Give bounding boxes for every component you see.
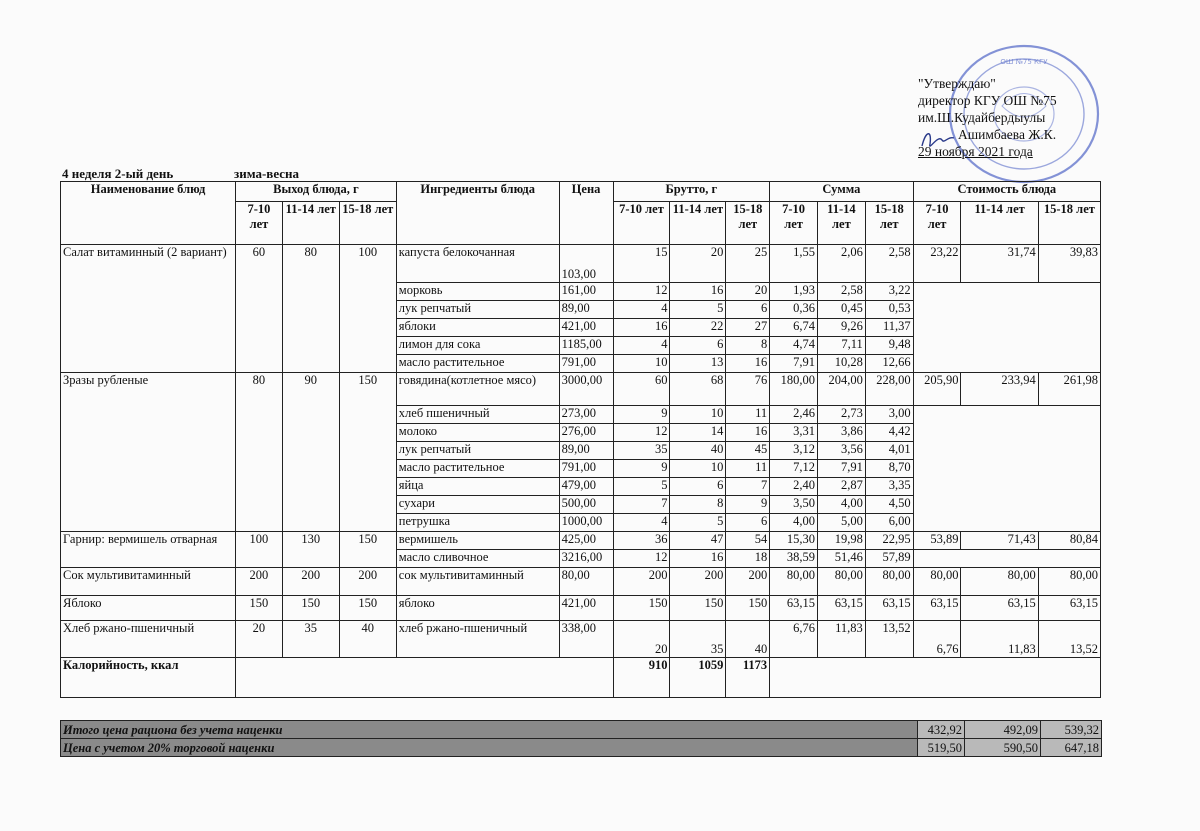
- cost-value: 63,15: [1038, 596, 1100, 621]
- gross-value: 47: [670, 532, 726, 550]
- ingredient-price: 479,00: [559, 478, 613, 496]
- cost-value: 80,00: [1038, 568, 1100, 596]
- cost-value: 6,76: [913, 621, 961, 658]
- sum-value: 4,00: [818, 496, 866, 514]
- dish-name: Зразы рубленые: [61, 373, 236, 532]
- sum-value: 204,00: [818, 373, 866, 406]
- totals-table: [60, 720, 1102, 757]
- gross-value: 10: [613, 355, 670, 373]
- ingredient-price: 425,00: [559, 532, 613, 550]
- cost-value: 53,89: [913, 532, 961, 550]
- col-gross-age2: 11-14 лет: [670, 202, 726, 245]
- total-value: 590,50: [965, 739, 1041, 757]
- ingredient-name: лимон для сока: [396, 337, 559, 355]
- gross-value: 11: [726, 406, 770, 424]
- cost-value: 13,52: [1038, 621, 1100, 658]
- gross-value: 5: [670, 301, 726, 319]
- cost-value: 11,83: [961, 621, 1038, 658]
- sum-value: 2,06: [818, 245, 866, 283]
- sum-value: 15,30: [770, 532, 818, 550]
- approval-date: 29 ноября 2021 года: [918, 144, 1033, 159]
- sum-value: 12,66: [865, 355, 913, 373]
- ingredient-name: лук репчатый: [396, 442, 559, 460]
- sum-value: 4,74: [770, 337, 818, 355]
- dish-name: Сок мультивитаминный: [61, 568, 236, 596]
- ingredient-price: 89,00: [559, 442, 613, 460]
- cost-value: 71,43: [961, 532, 1038, 550]
- ingredient-price: 500,00: [559, 496, 613, 514]
- dish-output: 200: [236, 568, 283, 596]
- sum-value: 1,93: [770, 283, 818, 301]
- sum-value: 3,50: [770, 496, 818, 514]
- empty-cost-cell: [913, 550, 1100, 568]
- gross-value: 11: [726, 460, 770, 478]
- gross-value: 13: [670, 355, 726, 373]
- dish-name: Хлеб ржано-пшеничный: [61, 621, 236, 658]
- ingredient-price: 1185,00: [559, 337, 613, 355]
- gross-value: 7: [613, 496, 670, 514]
- gross-value: 45: [726, 442, 770, 460]
- dish-output: 150: [339, 596, 396, 621]
- ingredient-price: 103,00: [559, 245, 613, 283]
- sum-value: 3,31: [770, 424, 818, 442]
- ingredient-price: 3000,00: [559, 373, 613, 406]
- approval-position: директор КГУ ОШ №75: [918, 93, 1057, 108]
- sum-value: 3,00: [865, 406, 913, 424]
- sum-value: 4,00: [770, 514, 818, 532]
- ingredient-name: хлеб пшеничный: [396, 406, 559, 424]
- gross-value: 16: [613, 319, 670, 337]
- ingredient-name: сок мультивитаминный: [396, 568, 559, 596]
- sum-value: 3,22: [865, 283, 913, 301]
- dish-output: 100: [339, 245, 396, 373]
- gross-value: 60: [613, 373, 670, 406]
- gross-value: 14: [670, 424, 726, 442]
- col-output-age2: 11-14 лет: [282, 202, 339, 245]
- sum-value: 2,58: [865, 245, 913, 283]
- sum-value: 0,45: [818, 301, 866, 319]
- total-value: 519,50: [918, 739, 965, 757]
- ingredient-name: молоко: [396, 424, 559, 442]
- sum-value: 38,59: [770, 550, 818, 568]
- gross-value: 9: [726, 496, 770, 514]
- table-row: [61, 568, 1101, 596]
- gross-value: 4: [613, 301, 670, 319]
- cost-value: 80,84: [1038, 532, 1100, 550]
- sum-value: 2,87: [818, 478, 866, 496]
- gross-value: 16: [670, 283, 726, 301]
- empty-cell: [236, 658, 613, 698]
- calories-row: [61, 658, 1101, 698]
- gross-value: 76: [726, 373, 770, 406]
- dish-output: 40: [339, 621, 396, 658]
- table-row: [61, 532, 1101, 550]
- gross-value: 10: [670, 406, 726, 424]
- sum-value: 4,50: [865, 496, 913, 514]
- ingredient-name: масло сливочное: [396, 550, 559, 568]
- sum-value: 180,00: [770, 373, 818, 406]
- col-cost-age1: 7-10 лет: [913, 202, 961, 245]
- ingredient-name: говядина(котлетное мясо): [396, 373, 559, 406]
- col-sum-age2: 11-14 лет: [818, 202, 866, 245]
- gross-value: 16: [670, 550, 726, 568]
- sum-value: 1,55: [770, 245, 818, 283]
- sum-value: 7,12: [770, 460, 818, 478]
- total-label: Цена с учетом 20% торговой наценки: [61, 739, 918, 757]
- sum-value: 3,35: [865, 478, 913, 496]
- col-sum: Сумма: [770, 182, 913, 202]
- col-output-age1: 7-10 лет: [236, 202, 283, 245]
- empty-cell: [770, 658, 1101, 698]
- sum-value: 3,56: [818, 442, 866, 460]
- dish-output: 80: [236, 373, 283, 532]
- gross-value: 12: [613, 283, 670, 301]
- ingredient-price: 276,00: [559, 424, 613, 442]
- dish-output: 60: [236, 245, 283, 373]
- total-value: 492,09: [965, 721, 1041, 739]
- sum-value: 2,46: [770, 406, 818, 424]
- sum-value: 11,37: [865, 319, 913, 337]
- col-gross: Брутто, г: [613, 182, 770, 202]
- ingredient-name: вермишель: [396, 532, 559, 550]
- table-row: [61, 596, 1101, 621]
- sum-value: 5,00: [818, 514, 866, 532]
- gross-value: 150: [613, 596, 670, 621]
- ingredient-name: масло растительное: [396, 460, 559, 478]
- ingredient-price: 273,00: [559, 406, 613, 424]
- cost-value: 23,22: [913, 245, 961, 283]
- sum-value: 3,86: [818, 424, 866, 442]
- cost-value: 80,00: [961, 568, 1038, 596]
- sum-value: 63,15: [818, 596, 866, 621]
- col-output-age3: 15-18 лет: [339, 202, 396, 245]
- gross-value: 8: [726, 337, 770, 355]
- total-value: 432,92: [918, 721, 965, 739]
- sum-value: 10,28: [818, 355, 866, 373]
- gross-value: 200: [670, 568, 726, 596]
- dish-output: 200: [282, 568, 339, 596]
- ingredient-name: яблоко: [396, 596, 559, 621]
- ingredient-price: 791,00: [559, 460, 613, 478]
- gross-value: 16: [726, 424, 770, 442]
- dish-output: 35: [282, 621, 339, 658]
- sum-value: 8,70: [865, 460, 913, 478]
- ingredient-name: яйца: [396, 478, 559, 496]
- sum-value: 4,42: [865, 424, 913, 442]
- gross-value: 6: [726, 514, 770, 532]
- gross-value: 20: [670, 245, 726, 283]
- totals-row: [61, 739, 1102, 757]
- gross-value: 4: [613, 514, 670, 532]
- gross-value: 200: [726, 568, 770, 596]
- sum-value: 6,74: [770, 319, 818, 337]
- dish-output: 150: [339, 373, 396, 532]
- gross-value: 12: [613, 550, 670, 568]
- total-label: Итого цена рациона без учета наценки: [61, 721, 918, 739]
- ingredient-price: 338,00: [559, 621, 613, 658]
- calories-value: 1059: [670, 658, 726, 698]
- ingredient-price: 421,00: [559, 596, 613, 621]
- gross-value: 4: [613, 337, 670, 355]
- gross-value: 150: [670, 596, 726, 621]
- approval-block: [918, 75, 1057, 160]
- dish-name: Салат витаминный (2 вариант): [61, 245, 236, 373]
- gross-value: 40: [670, 442, 726, 460]
- ingredient-name: сухари: [396, 496, 559, 514]
- total-value: 647,18: [1041, 739, 1102, 757]
- sum-value: 63,15: [865, 596, 913, 621]
- week-day-label: 4 неделя 2-ый день: [62, 166, 174, 181]
- sum-value: 63,15: [770, 596, 818, 621]
- menu-table: [60, 181, 1101, 698]
- cost-value: 233,94: [961, 373, 1038, 406]
- empty-cost-cell: [913, 406, 1100, 532]
- table-row: [61, 245, 1101, 283]
- svg-text:ОШ №75 КГУ: ОШ №75 КГУ: [1000, 58, 1048, 66]
- cost-value: 31,74: [961, 245, 1038, 283]
- calories-value: 910: [613, 658, 670, 698]
- dish-name: Яблоко: [61, 596, 236, 621]
- calories-label: Калорийность, ккал: [61, 658, 236, 698]
- sum-value: 7,91: [770, 355, 818, 373]
- cost-value: 63,15: [961, 596, 1038, 621]
- gross-value: 7: [726, 478, 770, 496]
- ingredient-name: масло растительное: [396, 355, 559, 373]
- ingredient-price: 1000,00: [559, 514, 613, 532]
- sum-value: 7,91: [818, 460, 866, 478]
- col-cost: Стоимость блюда: [913, 182, 1100, 202]
- ingredient-name: яблоки: [396, 319, 559, 337]
- sum-value: 57,89: [865, 550, 913, 568]
- dish-output: 100: [236, 532, 283, 568]
- sum-value: 0,53: [865, 301, 913, 319]
- sum-value: 7,11: [818, 337, 866, 355]
- ingredient-price: 80,00: [559, 568, 613, 596]
- sum-value: 2,58: [818, 283, 866, 301]
- sum-value: 13,52: [865, 621, 913, 658]
- gross-value: 200: [613, 568, 670, 596]
- col-sum-age3: 15-18 лет: [865, 202, 913, 245]
- gross-value: 9: [613, 460, 670, 478]
- cost-value: 39,83: [1038, 245, 1100, 283]
- gross-value: 10: [670, 460, 726, 478]
- sum-value: 0,36: [770, 301, 818, 319]
- ingredient-price: 791,00: [559, 355, 613, 373]
- gross-value: 6: [670, 337, 726, 355]
- cost-value: 80,00: [913, 568, 961, 596]
- ingredient-price: 161,00: [559, 283, 613, 301]
- sum-value: 3,12: [770, 442, 818, 460]
- dish-output: 150: [339, 532, 396, 568]
- total-value: 539,32: [1041, 721, 1102, 739]
- gross-value: 40: [726, 621, 770, 658]
- dish-output: 80: [282, 245, 339, 373]
- ingredient-price: 89,00: [559, 301, 613, 319]
- ingredient-name: капуста белокочанная: [396, 245, 559, 283]
- sum-value: 6,00: [865, 514, 913, 532]
- calories-value: 1173: [726, 658, 770, 698]
- sum-value: 9,26: [818, 319, 866, 337]
- gross-value: 5: [613, 478, 670, 496]
- approval-signer: Ашимбаева Ж.К.: [958, 127, 1057, 142]
- col-sum-age1: 7-10 лет: [770, 202, 818, 245]
- ingredient-price: 3216,00: [559, 550, 613, 568]
- sum-value: 228,00: [865, 373, 913, 406]
- gross-value: 6: [726, 301, 770, 319]
- gross-value: 20: [726, 283, 770, 301]
- gross-value: 20: [613, 621, 670, 658]
- cost-value: 63,15: [913, 596, 961, 621]
- col-output: Выход блюда, г: [236, 182, 397, 202]
- table-row: [61, 373, 1101, 406]
- cost-value: 261,98: [1038, 373, 1100, 406]
- col-gross-age1: 7-10 лет: [613, 202, 670, 245]
- dish-output: 200: [339, 568, 396, 596]
- gross-value: 6: [670, 478, 726, 496]
- totals-row: [61, 721, 1102, 739]
- gross-value: 18: [726, 550, 770, 568]
- gross-value: 150: [726, 596, 770, 621]
- ingredient-price: 421,00: [559, 319, 613, 337]
- col-dish: Наименование блюд: [61, 182, 236, 245]
- sum-value: 9,48: [865, 337, 913, 355]
- col-cost-age3: 15-18 лет: [1038, 202, 1100, 245]
- gross-value: 36: [613, 532, 670, 550]
- sum-value: 11,83: [818, 621, 866, 658]
- gross-value: 22: [670, 319, 726, 337]
- ingredient-name: хлеб ржано-пшеничный: [396, 621, 559, 658]
- dish-output: 130: [282, 532, 339, 568]
- dish-output: 90: [282, 373, 339, 532]
- gross-value: 12: [613, 424, 670, 442]
- col-ingredients: Ингредиенты блюда: [396, 182, 559, 245]
- empty-cost-cell: [913, 283, 1100, 373]
- gross-value: 27: [726, 319, 770, 337]
- dish-output: 150: [236, 596, 283, 621]
- gross-value: 25: [726, 245, 770, 283]
- sum-value: 2,73: [818, 406, 866, 424]
- gross-value: 16: [726, 355, 770, 373]
- gross-value: 9: [613, 406, 670, 424]
- gross-value: 8: [670, 496, 726, 514]
- gross-value: 15: [613, 245, 670, 283]
- sum-value: 80,00: [818, 568, 866, 596]
- sum-value: 6,76: [770, 621, 818, 658]
- dish-name: Гарнир: вермишель отварная: [61, 532, 236, 568]
- sum-value: 80,00: [865, 568, 913, 596]
- sum-value: 4,01: [865, 442, 913, 460]
- ingredient-name: лук репчатый: [396, 301, 559, 319]
- sum-value: 80,00: [770, 568, 818, 596]
- gross-value: 5: [670, 514, 726, 532]
- gross-value: 54: [726, 532, 770, 550]
- sum-value: 22,95: [865, 532, 913, 550]
- sum-value: 2,40: [770, 478, 818, 496]
- ingredient-name: морковь: [396, 283, 559, 301]
- sum-value: 51,46: [818, 550, 866, 568]
- gross-value: 35: [670, 621, 726, 658]
- sum-value: 19,98: [818, 532, 866, 550]
- approval-title: "Утверждаю": [918, 76, 996, 91]
- dish-output: 20: [236, 621, 283, 658]
- col-gross-age3: 15-18 лет: [726, 202, 770, 245]
- gross-value: 68: [670, 373, 726, 406]
- cost-value: 205,90: [913, 373, 961, 406]
- ingredient-name: петрушка: [396, 514, 559, 532]
- col-cost-age2: 11-14 лет: [961, 202, 1038, 245]
- dish-output: 150: [282, 596, 339, 621]
- gross-value: 35: [613, 442, 670, 460]
- season-label: зима-весна: [234, 166, 300, 181]
- col-price: Цена: [559, 182, 613, 245]
- approval-school: им.Ш.Кудайбердыулы: [918, 110, 1046, 125]
- table-row: [61, 621, 1101, 658]
